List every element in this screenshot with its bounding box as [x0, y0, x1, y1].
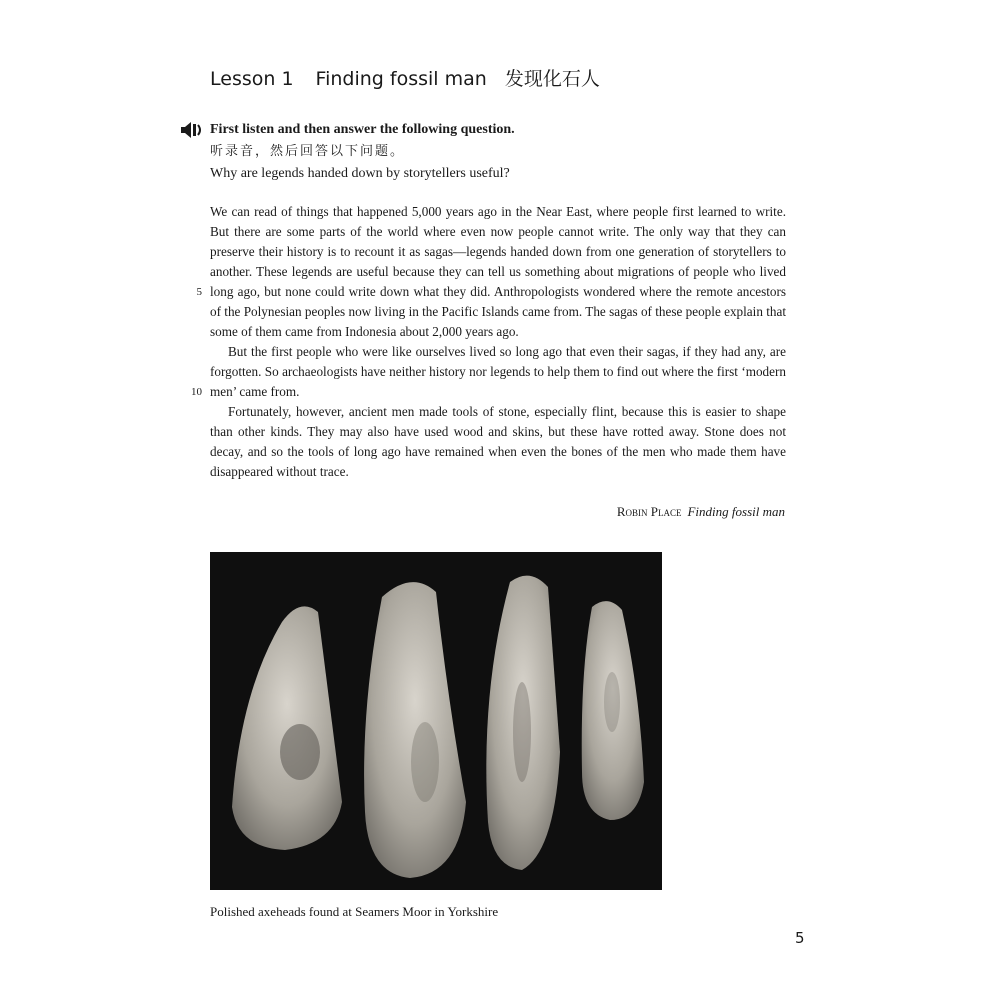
lesson-title: Finding fossil man	[315, 68, 487, 90]
lesson-number: Lesson 1	[210, 68, 294, 90]
axehead-1	[232, 606, 342, 850]
reading-passage	[210, 202, 786, 482]
lesson-heading	[210, 64, 600, 91]
source-citation	[617, 504, 785, 520]
axehead-2	[364, 582, 466, 878]
lesson-title-chinese: 发现化石人	[504, 68, 600, 90]
figure-caption: Polished axeheads found at Seamers Moor in Yorkshire	[210, 904, 499, 919]
source-book: Finding fossil man	[687, 504, 785, 519]
comprehension-question: Why are legends handed down by storytellers useful?	[210, 166, 510, 181]
paragraph: Fortunately, however, ancient men made tools of stone, especially flint, because this is easier to shape than other kinds. They may also have used wood and skins, but these have rotted away. Stone does not decay, and so the tools of long ago have remained when even the bones of the men who made them have disappeared without trace.	[210, 404, 786, 479]
axeheads-illustration	[210, 552, 662, 890]
speaker-icon[interactable]	[181, 122, 205, 138]
axeheads-photo	[210, 552, 662, 890]
page-number: 5	[795, 929, 805, 947]
instruction-prompt: First listen and then answer the following question.	[210, 122, 515, 137]
instruction-prompt-chinese: 听录音，然后回答以下问题。	[210, 144, 406, 159]
source-author: Robin Place	[616, 504, 682, 519]
line-number: 10	[191, 386, 202, 398]
line-number: 5	[196, 286, 202, 298]
listening-instructions	[210, 119, 515, 185]
paragraph: But the first people who were like ourselves lived so long ago that even their sagas, if they had any, are forgotten. So archaeologists have neither history nor legends to help them to find out where the first ‘modern men’ came from.	[210, 344, 786, 399]
paragraph: We can read of things that happened 5,000 years ago in the Near East, where people first learned to write. But there are some parts of the world where even now people cannot write. The only way that they can preserve their history is to recount it as sagas—legends handed down from one generation of storytellers to another. These legends are useful because they can tell us something about migrations of people who lived long ago, but none could write down what they did. Anthropologists wondered where the remote ancestors of the Polynesian peoples now living in the Pacific Islands came from. The sagas of these people explain that some of them came from Indonesia about 2,000 years ago.	[210, 204, 786, 339]
